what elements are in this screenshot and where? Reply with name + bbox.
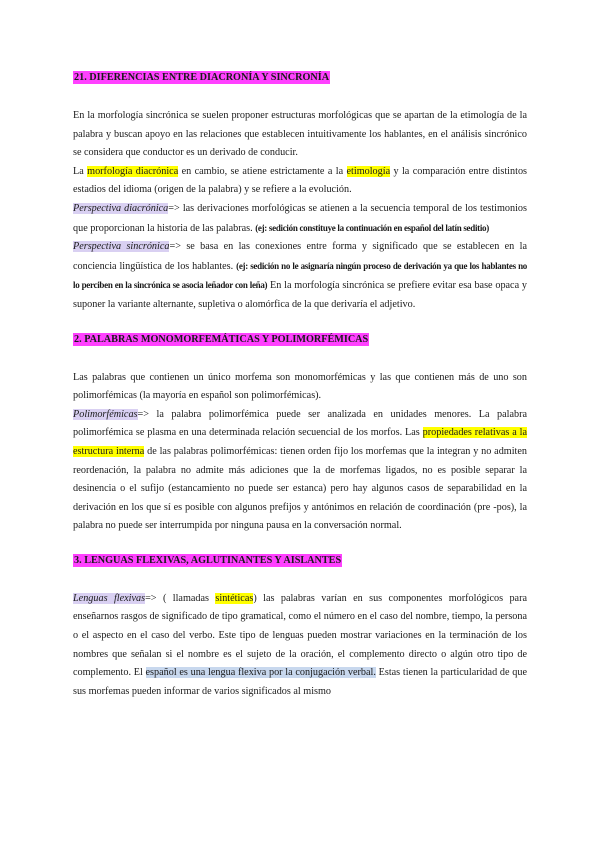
highlight: sintéticas [215,592,254,604]
paragraph: Perspectiva diacrónica=> las derivaciones morfológicas se atienen a la secuencia temporal de los testimonios que proporcionan la historia de las palabras. (ej: sedición constituye la continuación en español del latín seditio) [73,202,527,234]
paragraph: Polimorfémicas=> la palabra polimorfémica puede ser analizada en unidades menores. La palabra polimorfémica se plasma en una determinada relación secuencial de los morfos. Las propiedades relativas a la estructura interna de las palabras polimorfémicas: tienen orden fijo los morfemas que la integran y no admiten reordenación, la palabra no admite más adiciones que la de morfemas ligados, no es posible separar la desinencia o el sufijo (estancamiento no puede ser estanca) pero hay algunos casos de separabilidad en la derivación en los que sí es posible con algunos prefijos y antónimos en relación de coordinación (pre -pos), la palabra no puede ser interrumpida por ninguna pausa en la conversación normal. [73,408,527,532]
highlight: propiedades relativas a la estructura interna [73,427,527,457]
highlight: morfología diacrónica [87,165,179,177]
section-heading-palabras: 2. PALABRAS MONOMORFEMÁTICAS Y POLIMORFÉMICAS [74,333,369,345]
highlight: español es una lengua flexiva por la conjugación verbal. [145,667,376,679]
section-heading-lenguas: 3. LENGUAS FLEXIVAS, AGLUTINANTES Y AISLANTES [74,554,342,566]
paragraph: En la morfología sincrónica se suelen proponer estructuras morfológicas que se apartan de la etimología de la palabra y buscan apoyo en las relaciones que establecen intuitivamente los hablantes, en el análisis sincrónico se considera que conductor es un derivado de conducir. [73,110,527,159]
example: (ej: sedición no le asignaría ningún proceso de derivación ya que los hablantes no lo perciben en la sincrónica se asocia leñador con leña) [73,260,528,291]
paragraph: Las palabras que contienen un único morfema son monomorfémicas y las que contienen más de uno son polimorfémicas (la mayoría en español son polimorfémicas). [73,371,527,402]
example: (ej: sedición constituye la continuación en español del latín seditio) [255,222,489,233]
term: Perspectiva sincrónica [73,241,170,253]
term: Polimorfémicas [73,408,138,420]
term: Lenguas flexivas [73,592,146,604]
document-body [73,69,527,701]
term: Perspectiva diacrónica [73,202,169,214]
paragraph: La morfología diacrónica en cambio, se atiene estrictamente a la etimología y la comparación entre distintos estadios del idioma (origen de la palabra) y se refiere a la evolución. [73,165,527,196]
section-heading-diacronia: 21. DIFERENCIAS ENTRE DIACRONÍA Y SINCRONÍA [74,72,330,83]
paragraph: Lenguas flexivas=> ( llamadas sintéticas) las palabras varían en sus componentes morfológicos para enseñarnos rasgos de significado de tipo gramatical, como el número en el caso del nombre, tiempo, la persona o el aspecto en el caso del verbo. Este tipo de lenguas pueden mostrar variaciones en la terminación de los nombres que señalan si el nombre es el sujeto de la oración, el complemento directo o algún otro tipo de complemento. El español es una lengua flexiva por la conjugación verbal. Estas tienen la particularidad de que sus morfemas pueden informar de varios significados al mismo [73,592,527,697]
paragraph: Perspectiva sincrónica=> se basa en las conexiones entre forma y significado que se establecen en la conciencia lingüística de los hablantes. (ej: sedición no le asignaría ningún proceso de derivación ya que los hablantes no lo perciben en la sincrónica se asocia leñador con leña) En la morfología sincrónica se prefiere evitar esa base opaca y suponer la variante alternante, supletiva o alomórfica de la que derivaría el adjetivo. [73,241,528,310]
highlight: etimología [346,165,391,177]
